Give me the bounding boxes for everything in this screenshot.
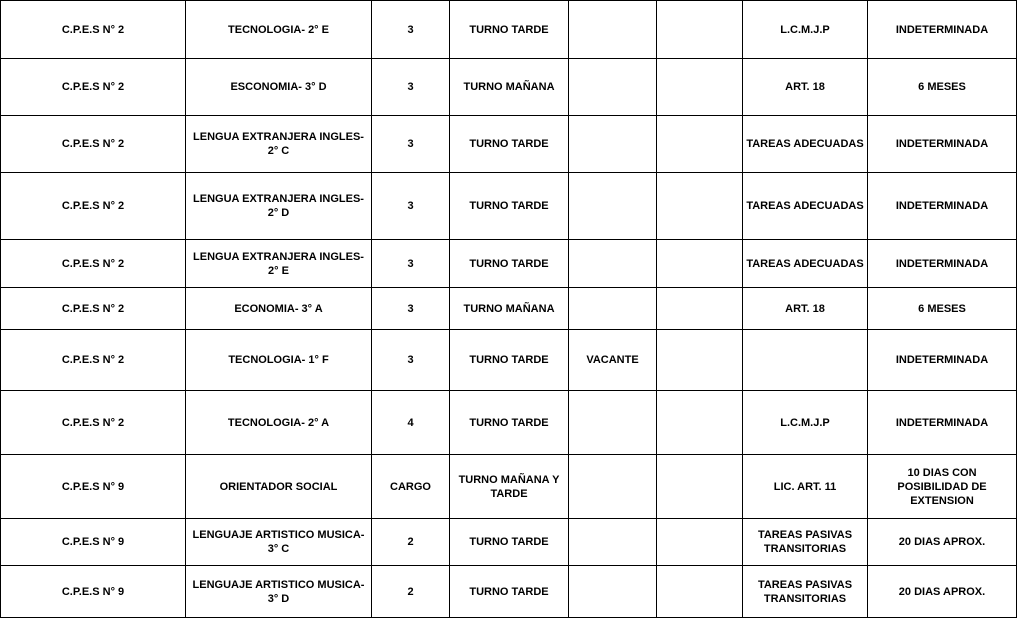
extra-cell <box>657 519 743 566</box>
hours-cell: 3 <box>372 116 450 173</box>
subject-cell: LENGUAJE ARTISTICO MUSICA- 3° C <box>186 519 372 566</box>
reason-cell: ART. 18 <box>743 288 868 330</box>
subject-cell: LENGUA EXTRANJERA INGLES- 2° E <box>186 240 372 288</box>
subject-cell: LENGUA EXTRANJERA INGLES- 2° D <box>186 173 372 240</box>
duration-cell: 6 MESES <box>868 59 1017 116</box>
table-row <box>1 1 1017 59</box>
shift-cell: TURNO TARDE <box>450 1 569 59</box>
school-cell: C.P.E.S N° 2 <box>1 330 186 391</box>
table-row <box>1 173 1017 240</box>
status-cell <box>569 59 657 116</box>
table-row <box>1 391 1017 455</box>
school-cell: C.P.E.S N° 2 <box>1 1 186 59</box>
hours-cell: 2 <box>372 566 450 618</box>
school-cell: C.P.E.S N° 9 <box>1 519 186 566</box>
school-cell: C.P.E.S N° 9 <box>1 455 186 519</box>
subject-cell: LENGUA EXTRANJERA INGLES- 2° C <box>186 116 372 173</box>
table-body <box>1 1 1017 618</box>
shift-cell: TURNO MAÑANA <box>450 288 569 330</box>
duration-cell: 20 DIAS APROX. <box>868 519 1017 566</box>
school-cell: C.P.E.S N° 2 <box>1 59 186 116</box>
table-row <box>1 519 1017 566</box>
status-cell <box>569 173 657 240</box>
shift-cell: TURNO TARDE <box>450 566 569 618</box>
table-row <box>1 240 1017 288</box>
reason-cell: TAREAS ADECUADAS <box>743 240 868 288</box>
status-cell <box>569 240 657 288</box>
table-row <box>1 455 1017 519</box>
reason-cell <box>743 330 868 391</box>
shift-cell: TURNO TARDE <box>450 330 569 391</box>
hours-cell: 3 <box>372 240 450 288</box>
extra-cell <box>657 566 743 618</box>
status-cell <box>569 1 657 59</box>
extra-cell <box>657 391 743 455</box>
school-cell: C.P.E.S N° 2 <box>1 240 186 288</box>
status-cell <box>569 116 657 173</box>
reason-cell: L.C.M.J.P <box>743 391 868 455</box>
extra-cell <box>657 455 743 519</box>
status-cell <box>569 455 657 519</box>
hours-cell: CARGO <box>372 455 450 519</box>
table-row <box>1 330 1017 391</box>
shift-cell: TURNO TARDE <box>450 519 569 566</box>
table-row <box>1 566 1017 618</box>
hours-cell: 3 <box>372 59 450 116</box>
reason-cell: LIC. ART. 11 <box>743 455 868 519</box>
hours-cell: 3 <box>372 330 450 391</box>
shift-cell: TURNO TARDE <box>450 240 569 288</box>
hours-cell: 3 <box>372 288 450 330</box>
duration-cell: INDETERMINADA <box>868 240 1017 288</box>
school-cell: C.P.E.S N° 2 <box>1 288 186 330</box>
school-cell: C.P.E.S N° 2 <box>1 116 186 173</box>
subject-cell: TECNOLOGIA- 2° E <box>186 1 372 59</box>
subject-cell: ESCONOMIA- 3° D <box>186 59 372 116</box>
school-cell: C.P.E.S N° 2 <box>1 391 186 455</box>
reason-cell: TAREAS ADECUADAS <box>743 116 868 173</box>
duration-cell: INDETERMINADA <box>868 116 1017 173</box>
shift-cell: TURNO TARDE <box>450 116 569 173</box>
shift-cell: TURNO MAÑANA Y TARDE <box>450 455 569 519</box>
duration-cell: INDETERMINADA <box>868 330 1017 391</box>
duration-cell: 10 DIAS CON POSIBILIDAD DE EXTENSION <box>868 455 1017 519</box>
hours-cell: 2 <box>372 519 450 566</box>
duration-cell: INDETERMINADA <box>868 173 1017 240</box>
hours-cell: 3 <box>372 173 450 240</box>
school-cell: C.P.E.S N° 9 <box>1 566 186 618</box>
subject-cell: ECONOMIA- 3° A <box>186 288 372 330</box>
subject-cell: TECNOLOGIA- 1° F <box>186 330 372 391</box>
subject-cell: TECNOLOGIA- 2° A <box>186 391 372 455</box>
extra-cell <box>657 59 743 116</box>
extra-cell <box>657 240 743 288</box>
shift-cell: TURNO MAÑANA <box>450 59 569 116</box>
status-cell: VACANTE <box>569 330 657 391</box>
duration-cell: 20 DIAS APROX. <box>868 566 1017 618</box>
hours-cell: 4 <box>372 391 450 455</box>
extra-cell <box>657 1 743 59</box>
extra-cell <box>657 330 743 391</box>
reason-cell: TAREAS PASIVAS TRANSITORIAS <box>743 566 868 618</box>
duration-cell: INDETERMINADA <box>868 391 1017 455</box>
status-cell <box>569 288 657 330</box>
subject-cell: ORIENTADOR SOCIAL <box>186 455 372 519</box>
duration-cell: 6 MESES <box>868 288 1017 330</box>
school-cell: C.P.E.S N° 2 <box>1 173 186 240</box>
table-row <box>1 59 1017 116</box>
extra-cell <box>657 288 743 330</box>
subject-cell: LENGUAJE ARTISTICO MUSICA- 3° D <box>186 566 372 618</box>
reason-cell: L.C.M.J.P <box>743 1 868 59</box>
shift-cell: TURNO TARDE <box>450 173 569 240</box>
duration-cell: INDETERMINADA <box>868 1 1017 59</box>
reason-cell: TAREAS ADECUADAS <box>743 173 868 240</box>
reason-cell: TAREAS PASIVAS TRANSITORIAS <box>743 519 868 566</box>
extra-cell <box>657 173 743 240</box>
table-row <box>1 288 1017 330</box>
shift-cell: TURNO TARDE <box>450 391 569 455</box>
reason-cell: ART. 18 <box>743 59 868 116</box>
status-cell <box>569 566 657 618</box>
status-cell <box>569 519 657 566</box>
status-cell <box>569 391 657 455</box>
table-row <box>1 116 1017 173</box>
hours-cell: 3 <box>372 1 450 59</box>
extra-cell <box>657 116 743 173</box>
